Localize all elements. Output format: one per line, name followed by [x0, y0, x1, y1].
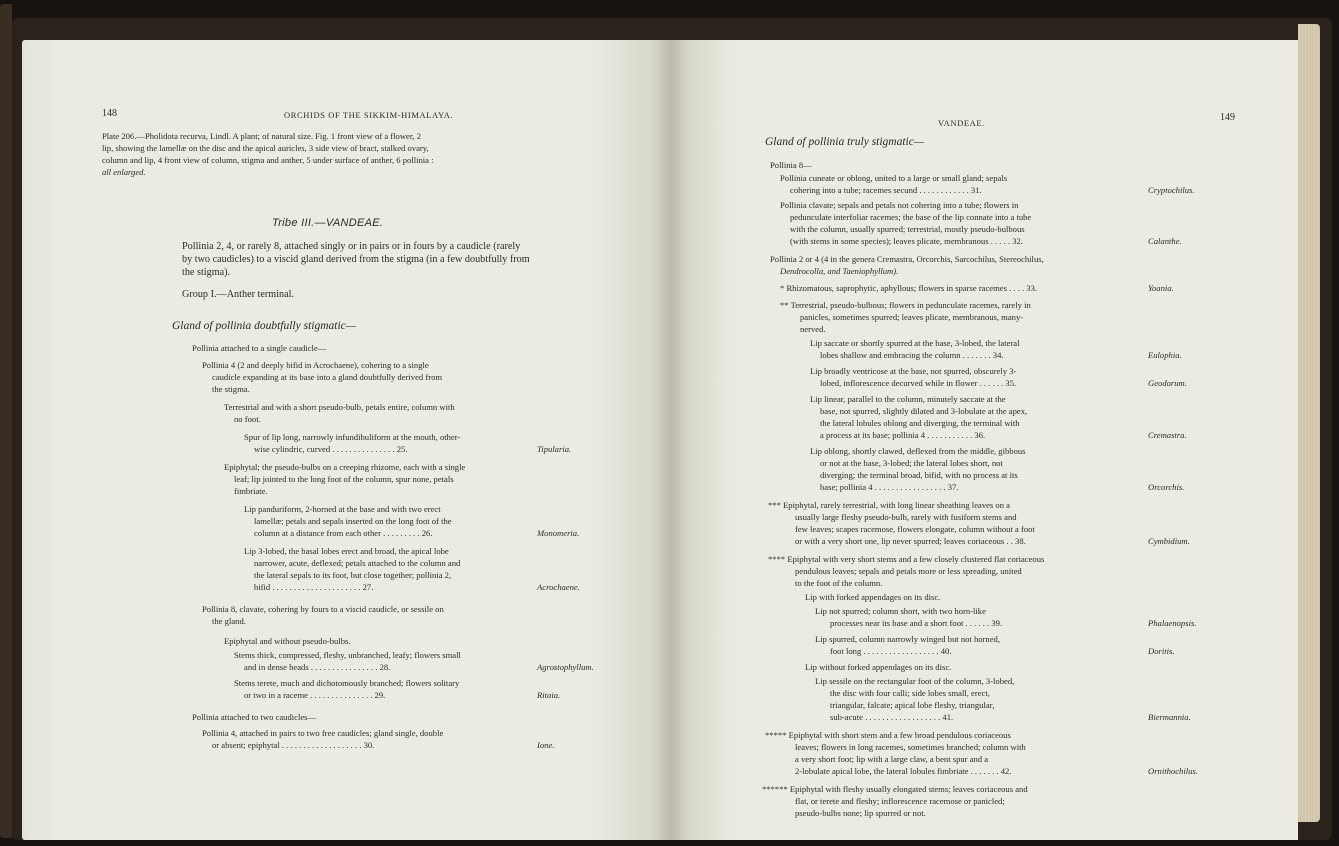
key-line: Pollinia attached to a single caudicle— — [192, 343, 327, 353]
genus-name: Ritaia. — [537, 690, 561, 700]
key-line: Pollinia 8, clavate, cohering by fours to a viscid caudicle, or sessile on — [202, 604, 444, 614]
genus-name: Doritis. — [1148, 646, 1175, 656]
book-cover-edge — [0, 4, 12, 838]
key-line: panicles, sometimes spurred; leaves plicate, membranous, many- — [800, 312, 1024, 322]
key-line: 2-lobulate apical lobe, the lateral lobules fimbriate . . . . . . . 42. — [795, 766, 1012, 776]
key-line: Lip oblong, shortly clawed, deflexed from the middle, gibbous — [810, 446, 1026, 456]
key-line: and in dense heads . . . . . . . . . . . . . . . . 28. — [244, 662, 391, 672]
genus-name: Ione. — [537, 740, 555, 750]
key-line: (with stems in some species); leaves plicate, membranous . . . . . 32. — [790, 236, 1023, 246]
key-line: column at a distance from each other . . . . . . . . . 26. — [254, 528, 433, 538]
key-line: Pollinia clavate; sepals and petals not cohering into a tube; flowers in — [780, 200, 1019, 210]
key-line: leaf; lip jointed to the long foot of the column, spur none, petals — [234, 474, 454, 484]
key-line: or two in a raceme . . . . . . . . . . . . . . . 29. — [244, 690, 386, 700]
key-line: bifid . . . . . . . . . . . . . . . . . . . . . 27. — [254, 582, 374, 592]
key-line: Pollinia 2 or 4 (4 in the genera Cremastra, Orcorchis, Sarcochilus, Stereochilus, — [770, 254, 1044, 264]
key-line: processes near its base and a short foot . . . . . . 39. — [830, 618, 1003, 628]
section-heading: Gland of pollinia doubtfully stigmatic— — [172, 320, 356, 332]
key-line: cohering into a tube; racemes secund . . . . . . . . . . . . 31. — [790, 185, 982, 195]
key-line: Spur of lip long, narrowly infundibuliform at the mouth, other- — [244, 432, 461, 442]
key-line: diverging; the terminal broad, bifid, with no process at its — [820, 470, 1018, 480]
key-line: wise cylindric, curved . . . . . . . . . . . . . . . 25. — [254, 444, 408, 454]
page-number: 149 — [1220, 112, 1235, 123]
key-line: Lip saccate or shortly spurred at the base, 3-lobed, the lateral — [810, 338, 1020, 348]
key-line: Lip linear, parallel to the column, minutely saccate at the — [810, 394, 1006, 404]
tribe-intro-line: by two caudicles) to a viscid gland derived from the stigma (in a few doubtfully from — [182, 254, 530, 265]
key-line: the disc with four calli; side lobes small, erect, — [830, 688, 990, 698]
plate-caption-line: lip, showing the lamellæ on the disc and the apical auricles, 3 side view of bract, stalked ovary, — [102, 143, 429, 153]
key-line: *** Epiphytal, rarely terrestrial, with long linear sheathing leaves on a — [768, 500, 1010, 510]
key-line: leaves; flowers in long racemes, sometimes branched; column with — [795, 742, 1026, 752]
genus-name: Eulophia. — [1148, 350, 1182, 360]
key-line: the stigma. — [212, 384, 250, 394]
right-page — [670, 40, 1298, 840]
key-line: a very short foot; lip with a large claw, a bent spur and a — [795, 754, 989, 764]
key-line: few leaves; scapes racemose, flowers elongate, column without a foot — [795, 524, 1035, 534]
key-line: Lip without forked appendages on its disc. — [805, 662, 952, 672]
key-line: Lip 3-lobed, the basal lobes erect and broad, the apical lobe — [244, 546, 449, 556]
key-line: sub-acute . . . . . . . . . . . . . . . . . . 41. — [830, 712, 954, 722]
plate-caption-line: column and lip, 4 front view of column, stigma and anther, 5 under surface of anther, 6 pollinia : — [102, 155, 434, 165]
key-line: lobed, inflorescence decurved while in flower . . . . . . 35. — [820, 378, 1017, 388]
genus-name: Tipularia. — [537, 444, 572, 454]
key-line: or not at the base, 3-lobed; the lateral lobes short, not — [820, 458, 1003, 468]
key-line: Terrestrial and with a short pseudo-bulb, petals entire, column with — [224, 402, 455, 412]
key-line: ***** Epiphytal with short stem and a few broad pendulous coriaceous — [765, 730, 1011, 740]
key-line: * Rhizomatous, saprophytic, aphyllous; flowers in sparse racemes . . . . 33. — [780, 283, 1038, 293]
key-line: Lip broadly ventricose at the base, not spurred, obscurely 3- — [810, 366, 1017, 376]
key-line: base; pollinia 4 . . . . . . . . . . . . . . . . . 37. — [820, 482, 959, 492]
genus-name: Yoania. — [1148, 283, 1174, 293]
genus-name: Cymbidium. — [1148, 536, 1190, 546]
key-line: caudicle expanding at its base into a gland doubtfully derived from — [212, 372, 443, 382]
key-line: a process at its base; pollinia 4 . . . . . . . . . . . 36. — [820, 430, 986, 440]
key-line: fimbriate. — [234, 486, 268, 496]
page-edges — [1298, 24, 1320, 822]
key-line: Lip spurred, column narrowly winged but not horned, — [815, 634, 1000, 644]
key-line: flat, or terete and fleshy; inflorescence racemose or panicled; — [795, 796, 1005, 806]
group-heading: Group I.—Anther terminal. — [182, 289, 295, 300]
left-page — [22, 40, 670, 840]
key-line: pseudo-bulbs none; lip spurred or not. — [795, 808, 926, 818]
key-line: foot long . . . . . . . . . . . . . . . . . . 40. — [830, 646, 952, 656]
key-line: **** Epiphytal with very short stems and a few closely clustered flat coriaceous — [768, 554, 1045, 564]
key-line: to the foot of the column. — [795, 578, 883, 588]
genus-name: Agrostophyllum. — [537, 662, 594, 672]
key-line: ** Terrestrial, pseudo-bulbous; flowers in pedunculate racemes, rarely in — [780, 300, 1031, 310]
key-line: Pollinia 8— — [770, 160, 812, 170]
key-line: Stems thick, compressed, fleshy, unbranched, leafy; flowers small — [234, 650, 461, 660]
running-head: VANDEAE. — [938, 118, 985, 128]
genus-name: Calanthe. — [1148, 236, 1182, 246]
plate-caption-line: all enlarged. — [102, 167, 146, 177]
key-line: Pollinia 4, attached in pairs to two free caudicles; gland single, double — [202, 728, 444, 738]
key-line: Epiphytal; the pseudo-bulbs on a creeping rhizome, each with a single — [224, 462, 466, 472]
genus-name: Ornithochilus. — [1148, 766, 1198, 776]
key-line: Dendrocolla, and Taeniophyllum). — [780, 266, 899, 276]
key-line: lamellæ; petals and sepals inserted on the long foot of the — [254, 516, 452, 526]
genus-name: Orcorchis. — [1148, 482, 1185, 492]
key-line: nerved. — [800, 324, 826, 334]
key-line: Stems terete, much and dichotomously branched; flowers solitary — [234, 678, 460, 688]
genus-name: Geodorum. — [1148, 378, 1187, 388]
key-line: or absent; epiphytal . . . . . . . . . . . . . . . . . . . 30. — [212, 740, 375, 750]
key-line: Pollinia attached to two caudicles— — [192, 712, 317, 722]
genus-name: Cryptochilus. — [1148, 185, 1195, 195]
key-line: the lateral lobules oblong and diverging, the terminal with — [820, 418, 1020, 428]
key-line: no foot. — [234, 414, 261, 424]
key-line: Epiphytal and without pseudo-bulbs. — [224, 636, 351, 646]
key-line: Lip sessile on the rectangular foot of the column, 3-lobed, — [815, 676, 1015, 686]
key-line: narrower, acute, deflexed; petals attached to the column and — [254, 558, 461, 568]
key-line: or with a very short one, lip never spurred; leaves coriaceous . . 38. — [795, 536, 1026, 546]
genus-name: Biermannia. — [1148, 712, 1191, 722]
key-line: with the column, usually spurred; terrestrial, mostly pseudo-bulbous — [790, 224, 1025, 234]
genus-name: Cremastra. — [1148, 430, 1187, 440]
key-line: Lip not spurred; column short, with two horn-like — [815, 606, 986, 616]
key-line: lobes shallow and embracing the column . . . . . . . 34. — [820, 350, 1004, 360]
key-line: pendulous leaves; sepals and petals more or less spreading, united — [795, 566, 1022, 576]
key-line: pedunculate interfoliar racemes; the base of the lip connate into a tube — [790, 212, 1032, 222]
key-line: base, not spurred, slightly dilated and 3-lobulate at the apex, — [820, 406, 1028, 416]
key-line: the lateral sepals to its foot, but close together; pollinia 2, — [254, 570, 452, 580]
key-line: Lip panduriform, 2-horned at the base and with two erect — [244, 504, 441, 514]
key-line: Pollinia cuneate or oblong, united to a large or small gland; sepals — [780, 173, 1008, 183]
tribe-intro-line: the stigma). — [182, 267, 231, 278]
running-head: ORCHIDS OF THE SIKKIM-HIMALAYA. — [284, 110, 454, 120]
section-heading: Gland of pollinia truly stigmatic— — [765, 136, 925, 148]
tribe-intro-line: Pollinia 2, 4, or rarely 8, attached singly or in pairs or in fours by a caudicle (rarely — [182, 241, 521, 252]
key-line: ****** Epiphytal with fleshy usually elongated stems; leaves coriaceous and — [762, 784, 1028, 794]
genus-name: Phalaenopsis. — [1148, 618, 1197, 628]
key-line: triangular, falcate; apical lobe fleshy, triangular, — [830, 700, 995, 710]
key-line: usually large fleshy pseudo-bulb, rarely with fusiform stems and — [795, 512, 1017, 522]
genus-name: Acrochaene. — [537, 582, 580, 592]
genus-name: Monomeria. — [537, 528, 580, 538]
key-line: Lip with forked appendages on its disc. — [805, 592, 941, 602]
key-line: Pollinia 4 (2 and deeply bifid in Acrochaene), cohering to a single — [202, 360, 429, 370]
plate-caption-line: Plate 206.—Pholidota recurva, Lindl. A plant; of natural size. Fig. 1 front view of a flower, 2 — [102, 131, 421, 141]
key-line: the gland. — [212, 616, 246, 626]
page-number: 148 — [102, 108, 117, 119]
tribe-title: Tribe III.—VANDEAE. — [272, 217, 384, 229]
